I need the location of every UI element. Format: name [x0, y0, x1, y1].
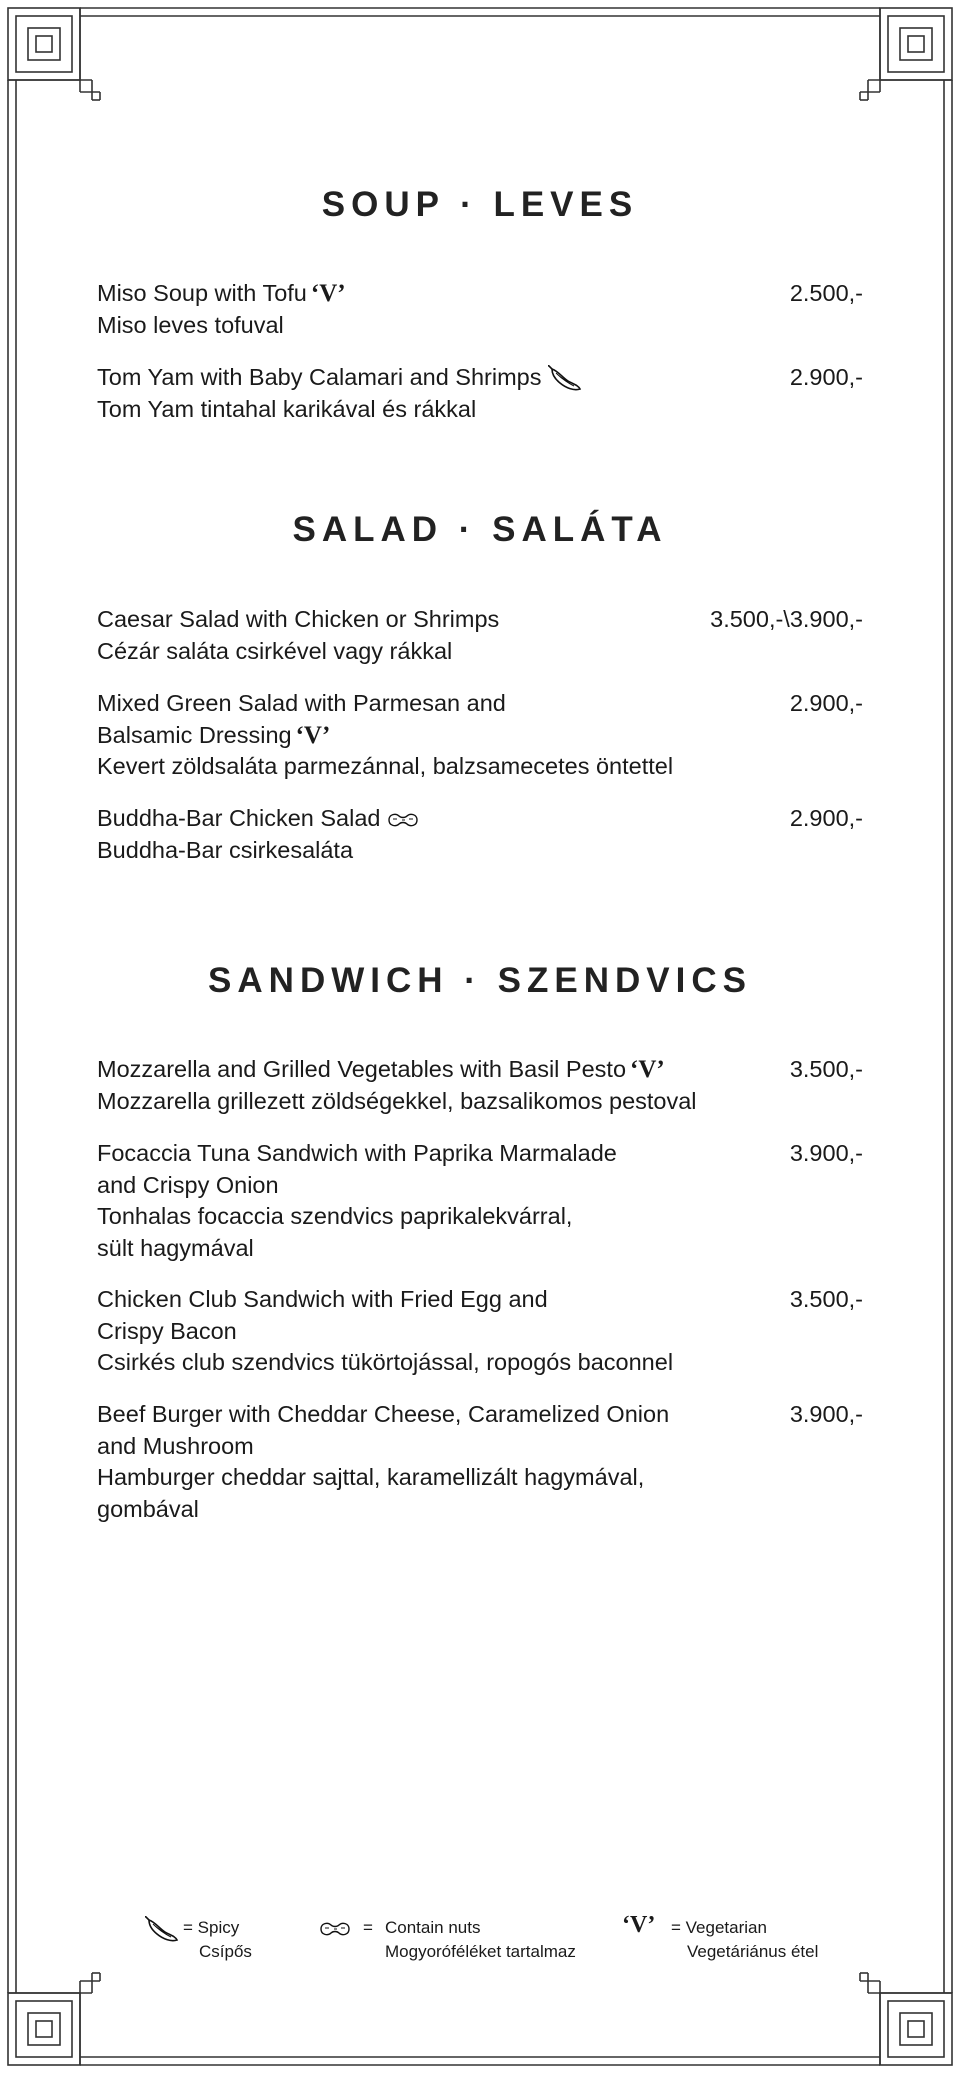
item-name-hu: Cézár saláta csirkével vagy rákkal	[97, 637, 453, 664]
item-name-en: Chicken Club Sandwich with Fried Egg and	[97, 1286, 548, 1312]
vegetarian-mark: ‘V’	[630, 1056, 665, 1083]
chili-pepper-icon	[145, 1916, 179, 1944]
menu-item	[97, 1399, 867, 1525]
peanut-icon	[386, 811, 420, 829]
item-name-hu: Miso leves tofuval	[97, 311, 284, 338]
item-price: 3.900,-	[789, 1401, 863, 1427]
item-price: 3.500,-	[789, 1056, 863, 1082]
item-name-en-cont: Balsamic Dressing ‘V’	[97, 721, 331, 749]
legend-nuts-hu: Mogyoróféléket tartalmaz	[385, 1942, 576, 1961]
menu-item	[97, 362, 867, 425]
menu-item	[97, 604, 867, 667]
item-name-en: Buddha-Bar Chicken Salad	[97, 803, 867, 835]
menu-item	[97, 278, 867, 341]
chili-pepper-icon	[548, 365, 582, 393]
legend-nuts-eq: =	[363, 1918, 373, 1937]
item-name-hu: Hamburger cheddar sajttal, karamellizált hagymával,	[97, 1464, 645, 1490]
peanut-icon	[318, 1920, 352, 1938]
vegetarian-mark: ‘V’	[622, 1912, 656, 1938]
item-name-en: Tom Yam with Baby Calamari and Shrimps	[97, 362, 867, 394]
menu-item	[97, 803, 867, 866]
menu-item	[97, 1138, 867, 1264]
item-name-en: Caesar Salad with Chicken or Shrimps	[97, 606, 500, 632]
legend-veg-en: = Vegetarian	[671, 1918, 767, 1937]
item-name-en: Mozzarella and Grilled Vegetables with Basil Pesto ‘V’	[97, 1056, 665, 1083]
item-name-en: Mixed Green Salad with Parmesan and	[97, 690, 506, 716]
item-name-hu: Buddha-Bar csirkesaláta	[97, 836, 354, 863]
item-price: 3.500,-\3.900,-	[710, 606, 863, 632]
legend-veg-hu: Vegetáriánus étel	[687, 1942, 819, 1961]
vegetarian-mark: ‘V’	[295, 721, 331, 749]
item-price: 2.500,-	[789, 280, 863, 306]
menu-item	[97, 1054, 867, 1117]
item-name-en: Focaccia Tuna Sandwich with Paprika Marmalade	[97, 1140, 617, 1166]
vegetarian-mark: ‘V’	[310, 280, 346, 307]
item-name-hu-cont: sült hagymával	[97, 1234, 254, 1261]
menu-item	[97, 688, 867, 783]
item-name-hu: Tonhalas focaccia szendvics paprikalekvárral,	[97, 1203, 573, 1229]
item-price: 3.500,-	[789, 1286, 863, 1312]
legend-spicy-en: = Spicy	[183, 1918, 240, 1937]
legend-nuts-en: Contain nuts	[385, 1918, 481, 1937]
item-price: 3.900,-	[789, 1140, 863, 1166]
item-name-en-cont: and Mushroom	[97, 1432, 254, 1459]
item-name-hu-cont: gombával	[97, 1495, 199, 1522]
item-price: 2.900,-	[789, 364, 863, 390]
section-title-salad: SALAD · SALÁTA	[292, 510, 668, 549]
item-name-en: Beef Burger with Cheddar Cheese, Caramelized Onion	[97, 1401, 670, 1427]
section-title-sandwich: SANDWICH · SZENDVICS	[208, 961, 752, 1000]
item-price: 2.900,-	[789, 805, 863, 831]
section-title-soup: SOUP · LEVES	[321, 185, 639, 224]
item-name-hu: Tom Yam tintahal karikával és rákkal	[97, 395, 477, 422]
legend	[0, 1912, 960, 1968]
menu-item	[97, 1284, 867, 1379]
item-name-hu: Mozzarella grillezett zöldségekkel, bazsalikomos pestoval	[97, 1087, 697, 1114]
item-name-en-cont: and Crispy Onion	[97, 1171, 279, 1198]
item-name-en: Miso Soup with Tofu ‘V’	[97, 280, 346, 307]
legend-spicy-hu: Csípős	[199, 1942, 252, 1961]
item-name-en-cont: Crispy Bacon	[97, 1317, 237, 1344]
item-price: 2.900,-	[789, 690, 863, 716]
item-name-hu: Kevert zöldsaláta parmezánnal, balzsamecetes öntettel	[97, 753, 674, 779]
item-name-hu: Csirkés club szendvics tükörtojással, ropogós baconnel	[97, 1349, 674, 1375]
